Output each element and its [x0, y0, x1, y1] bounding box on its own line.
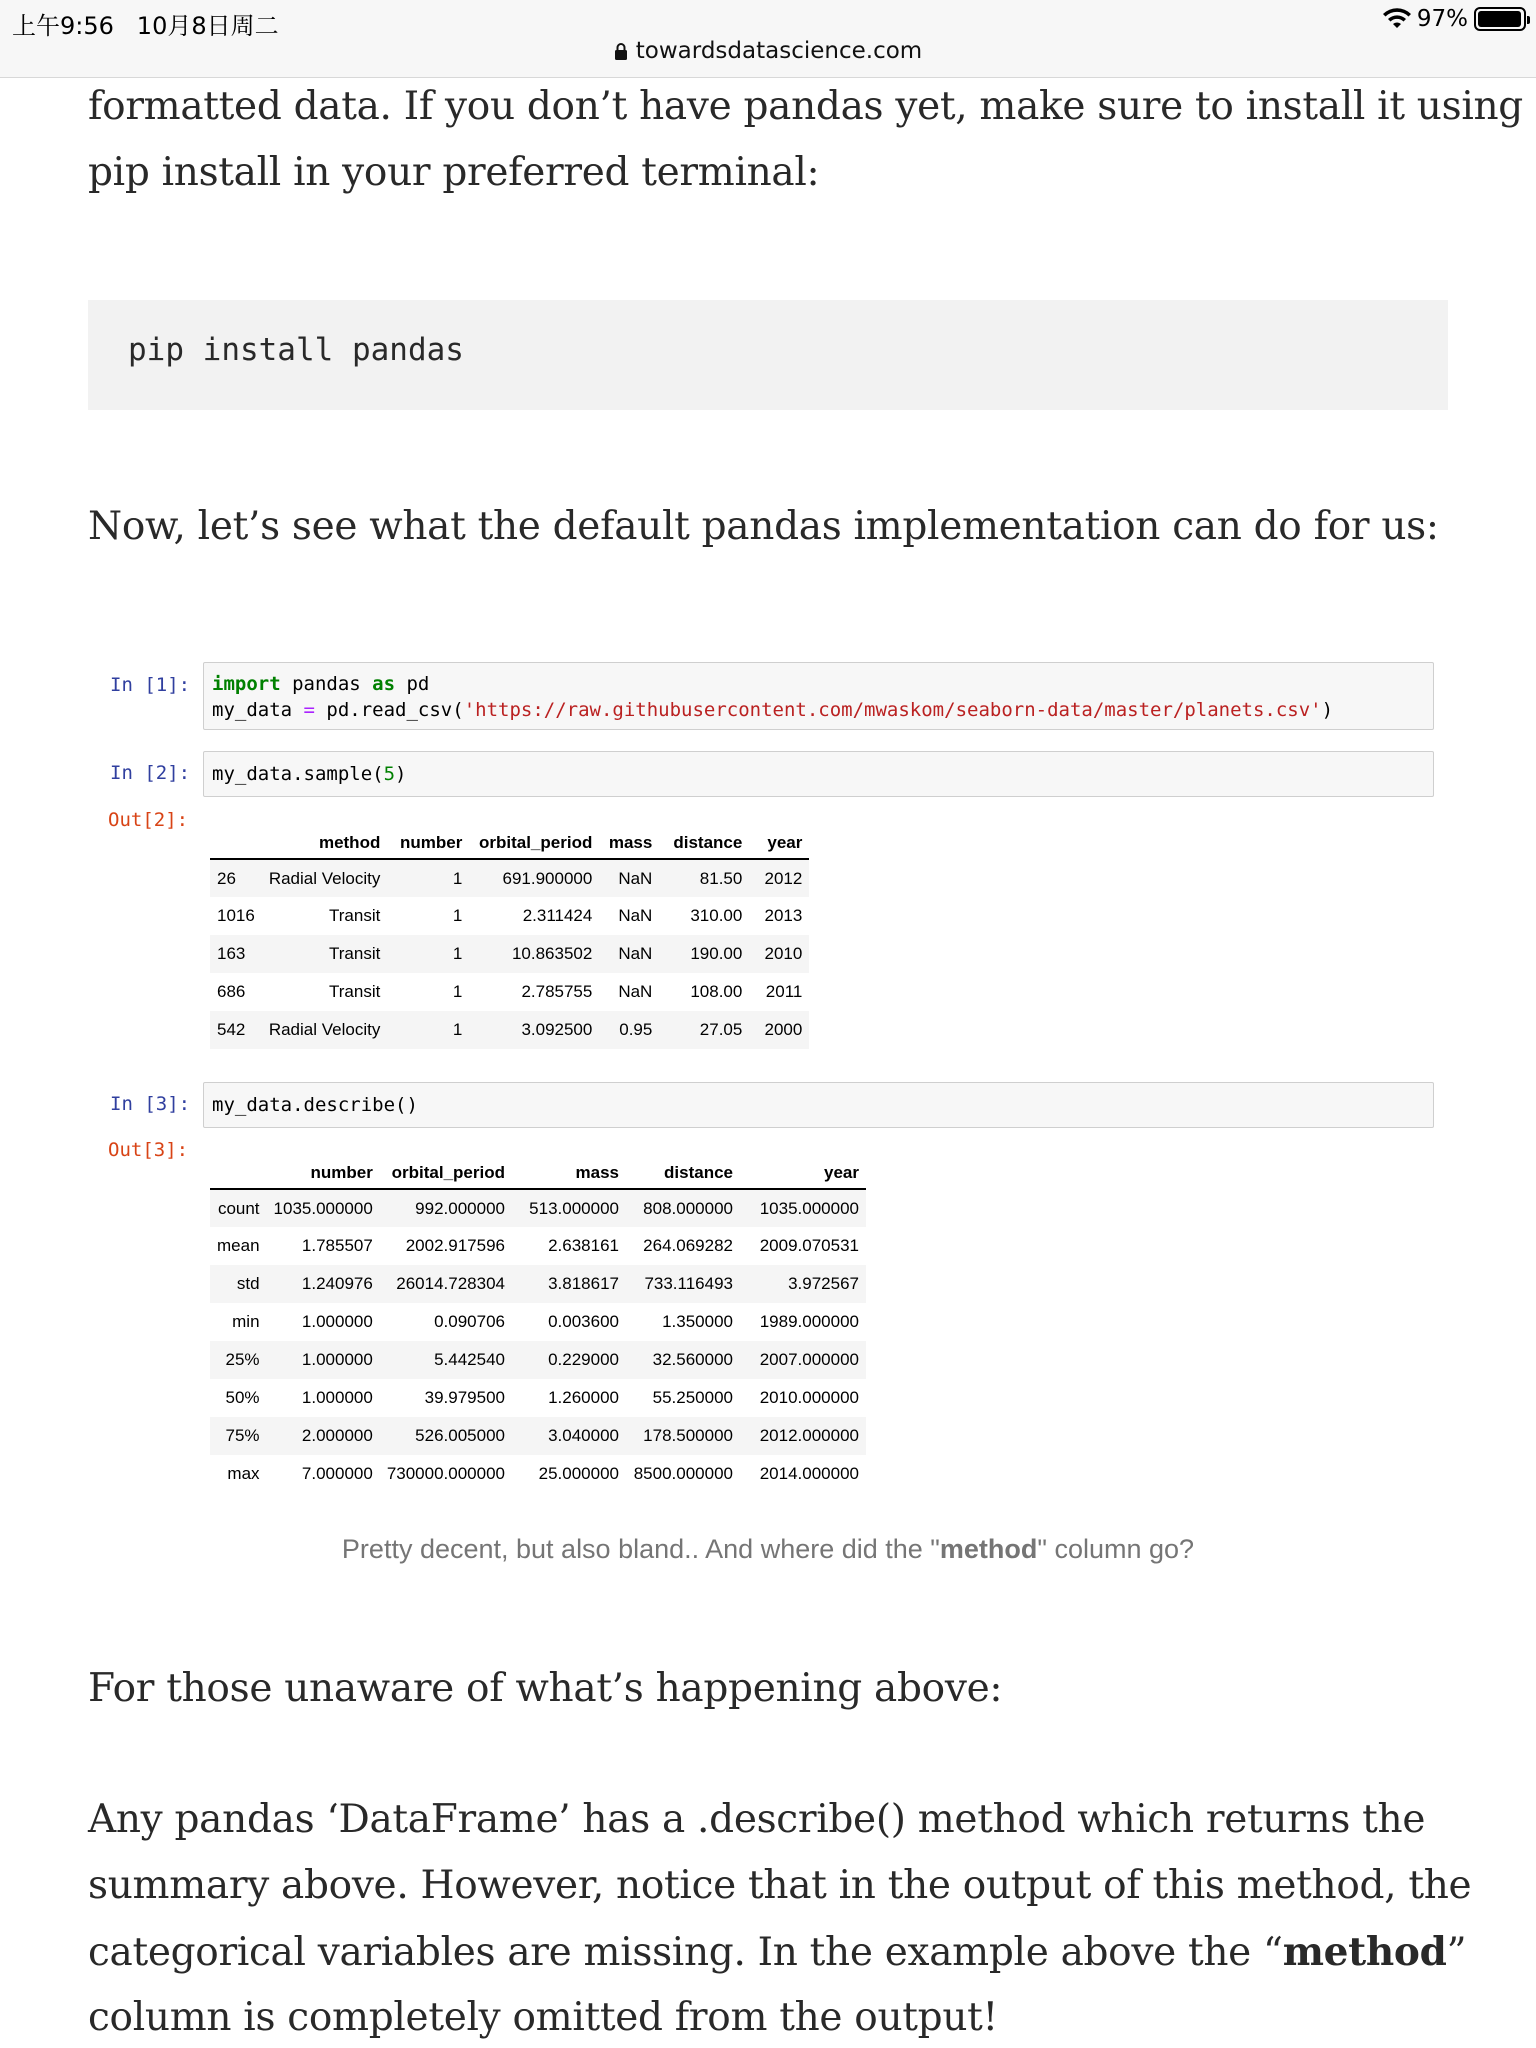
table-row [210, 1227, 866, 1265]
table-cell: 178.500000 [643, 1426, 733, 1445]
table-cell: 691.900000 [502, 868, 593, 888]
cell3-line [212, 1094, 418, 1116]
table-cell: 992.000000 [415, 1198, 505, 1218]
caption-text: Pretty decent, but also bland.. And where did the " [341, 1534, 940, 1564]
table-cell: 190.00 [690, 944, 743, 963]
table-header-row [210, 1157, 866, 1189]
lead-paragraph: Now, let’s see what the default pandas implementation can do for us: [88, 504, 1439, 549]
table-cell: Radial Velocity [268, 868, 381, 888]
code-operator: = [303, 699, 315, 721]
table-cell: 1.000000 [301, 1350, 373, 1369]
table-cell: 55.250000 [652, 1388, 733, 1407]
table-cell: 1 [452, 944, 463, 963]
table-cell: 1 [452, 1020, 463, 1039]
cell3-input [203, 1082, 1434, 1128]
table-row [210, 1455, 866, 1493]
table-cell: 2009.070531 [759, 1236, 859, 1255]
caption-text: " column go? [1037, 1534, 1195, 1564]
table-cell: NaN [618, 868, 653, 888]
column-header: year [767, 832, 803, 852]
code-text: pandas [280, 673, 373, 695]
table-cell: 3.972567 [788, 1274, 859, 1293]
table-cell: Transit [329, 944, 381, 963]
table-cell: 5.442540 [434, 1350, 505, 1369]
column-header: distance [673, 832, 743, 852]
table-cell: 2000 [764, 1020, 803, 1039]
cell2-input [203, 751, 1434, 797]
explain-line-1: Any pandas ‘DataFrame’ has a .describe() method which returns the [88, 1797, 1426, 1842]
row-index: min [232, 1312, 260, 1331]
column-header: number [400, 832, 463, 852]
table-row [210, 1417, 866, 1455]
column-header: orbital_period [478, 832, 593, 852]
table-cell: 2007.000000 [759, 1350, 859, 1369]
code-text: ) [395, 763, 407, 785]
table-cell: 526.005000 [415, 1426, 505, 1445]
code-text: my_data.sample( [212, 763, 384, 785]
cell1-line2 [212, 699, 1333, 721]
cell2-line [212, 763, 407, 785]
table-cell: 10.863502 [511, 944, 593, 963]
table-cell: 1 [452, 982, 463, 1001]
code-text: my_data.describe( [212, 1094, 407, 1116]
table-cell: 3.092500 [521, 1020, 593, 1039]
status-time [12, 6, 279, 41]
table-cell: 2.638161 [548, 1236, 619, 1255]
table-cell: 1.000000 [301, 1388, 373, 1407]
table-cell: 2012 [764, 868, 803, 888]
code-keyword: as [372, 673, 396, 695]
status-clock: 上午9:56 [12, 12, 114, 40]
cell1-input [203, 662, 1434, 730]
battery-icon [1474, 7, 1526, 31]
table-cell: NaN [618, 944, 653, 963]
table-cell: 2.000000 [301, 1426, 373, 1445]
table-cell: 7.000000 [301, 1464, 373, 1483]
code-number: 5 [383, 763, 396, 785]
table-cell: Radial Velocity [268, 1020, 381, 1039]
code-text: pd [395, 673, 430, 695]
sample-dataframe [210, 827, 809, 1049]
intro-line-1: formatted data. If you don’t have pandas yet, make sure to install it using [88, 84, 1523, 129]
column-header [210, 1157, 267, 1189]
row-index: mean [217, 1236, 260, 1255]
table-cell: 2013 [764, 906, 803, 925]
row-index: max [227, 1464, 260, 1483]
table-row [210, 1303, 866, 1341]
table-cell: 1.350000 [662, 1312, 733, 1331]
explain-line-3 [88, 1929, 1467, 1975]
browser-top-bar [0, 0, 1536, 78]
column-header: distance [664, 1162, 733, 1182]
column-header: number [310, 1162, 373, 1182]
table-cell: 730000.000000 [386, 1464, 505, 1483]
table-row [210, 935, 809, 973]
table-cell: 3.040000 [548, 1426, 619, 1445]
table-cell: NaN [618, 906, 653, 925]
table-cell: 808.000000 [643, 1198, 733, 1218]
row-index: 50% [225, 1388, 260, 1407]
code-keyword: import [212, 673, 281, 695]
table-cell: 513.000000 [529, 1198, 619, 1218]
row-index: std [236, 1274, 260, 1293]
table-cell: 1.260000 [548, 1388, 619, 1407]
table-row [210, 1189, 866, 1227]
column-header: mass [608, 832, 653, 852]
table-row [210, 1011, 809, 1049]
battery-percent: 97% [1416, 6, 1468, 32]
table-cell: 1 [452, 868, 463, 888]
table-cell: 2002.917596 [405, 1236, 505, 1255]
url-domain: towardsdatascience.com [635, 38, 923, 64]
wifi-icon [1383, 8, 1411, 30]
table-cell: 3.818617 [548, 1274, 619, 1293]
table-cell: 1.240976 [301, 1274, 373, 1293]
table-cell: 1989.000000 [759, 1312, 859, 1331]
table-cell: 1 [452, 906, 463, 925]
table-header-row [210, 827, 809, 859]
section-lead: For those unaware of what’s happening above: [88, 1666, 1003, 1711]
table-cell: 310.00 [690, 906, 743, 925]
code-block [88, 300, 1448, 410]
explain-text: categorical variables are missing. In the example above the “ [88, 1930, 1283, 1975]
code-string: 'https://raw.githubusercontent.com/mwaskom/seaborn-data/master/planets.csv' [463, 699, 1322, 721]
cell3-prompt: In [3]: [110, 1093, 191, 1115]
row-index: 686 [217, 982, 246, 1001]
table-cell: Transit [329, 982, 381, 1001]
status-date: 10月8日周二 [136, 12, 279, 40]
cell2-out-prompt: Out[2]: [108, 809, 189, 831]
row-index: 1016 [217, 906, 255, 925]
table-cell: 2010.000000 [759, 1388, 859, 1407]
code-text: pd.read_csv( [314, 699, 464, 721]
row-index: count [217, 1198, 260, 1218]
describe-dataframe [210, 1157, 866, 1493]
table-cell: Transit [329, 906, 381, 925]
status-right [1383, 6, 1526, 32]
column-header: method [318, 832, 381, 852]
table-cell: 2011 [765, 982, 803, 1001]
table-row [210, 973, 809, 1011]
table-cell: NaN [618, 982, 653, 1001]
cell2-prompt: In [2]: [110, 762, 191, 784]
table-cell: 1.785507 [301, 1236, 373, 1255]
table-cell: 108.00 [690, 982, 743, 1001]
image-caption [0, 1534, 1536, 1565]
table-cell: 27.05 [699, 1020, 743, 1039]
table-cell: 2.785755 [521, 982, 593, 1001]
table-cell: 733.116493 [644, 1274, 733, 1293]
column-header [210, 827, 262, 859]
table-cell: 1035.000000 [759, 1198, 859, 1218]
column-header: orbital_period [391, 1162, 505, 1182]
table-cell: 2012.000000 [759, 1426, 859, 1445]
code-text: my_data [212, 699, 304, 721]
explain-bold: method [1282, 1929, 1447, 1975]
table-cell: 25.000000 [538, 1464, 619, 1483]
table-cell: 2014.000000 [759, 1464, 859, 1483]
column-header: year [824, 1162, 859, 1182]
table-cell: 2.311424 [522, 906, 593, 925]
cell1-line1 [212, 673, 429, 695]
battery-fill [1478, 11, 1521, 27]
table-cell: 8500.000000 [633, 1464, 733, 1483]
table-cell: 0.003600 [548, 1312, 619, 1331]
table-cell: 39.979500 [424, 1388, 505, 1407]
battery-tip [1527, 16, 1530, 24]
cell1-prompt: In [1]: [110, 674, 191, 696]
table-cell: 1.000000 [301, 1312, 373, 1331]
table-row [210, 1265, 866, 1303]
table-cell: 0.229000 [548, 1350, 619, 1369]
row-index: 542 [217, 1020, 246, 1039]
explain-line-2: summary above. However, notice that in the output of this method, the [88, 1863, 1472, 1908]
column-header: mass [575, 1162, 619, 1182]
row-index: 26 [217, 868, 236, 888]
intro-line-2: pip install in your preferred terminal: [88, 150, 820, 195]
table-cell: 0.95 [619, 1020, 653, 1039]
row-index: 75% [225, 1426, 260, 1445]
table-cell: 26014.728304 [396, 1274, 505, 1293]
table-row [210, 1341, 866, 1379]
code-block-text: pip install pandas [128, 332, 464, 368]
table-cell: 0.090706 [434, 1312, 505, 1331]
table-cell: 1035.000000 [273, 1198, 373, 1218]
lock-icon [614, 42, 628, 60]
table-cell: 81.50 [699, 868, 743, 888]
row-index: 163 [217, 944, 246, 963]
code-text: ) [406, 1094, 418, 1116]
table-row [210, 897, 809, 935]
explain-text: ” [1446, 1930, 1467, 1975]
url-bar[interactable] [0, 38, 1536, 64]
row-index: 25% [225, 1350, 260, 1369]
table-row [210, 859, 809, 897]
caption-bold: method [939, 1534, 1038, 1564]
table-cell: 32.560000 [652, 1350, 733, 1369]
table-cell: 2010 [764, 944, 803, 963]
table-cell: 264.069282 [643, 1236, 733, 1255]
table-row [210, 1379, 866, 1417]
code-text: ) [1321, 699, 1334, 721]
cell3-out-prompt: Out[3]: [108, 1139, 189, 1161]
explain-line-4: column is completely omitted from the output! [88, 1995, 998, 2040]
